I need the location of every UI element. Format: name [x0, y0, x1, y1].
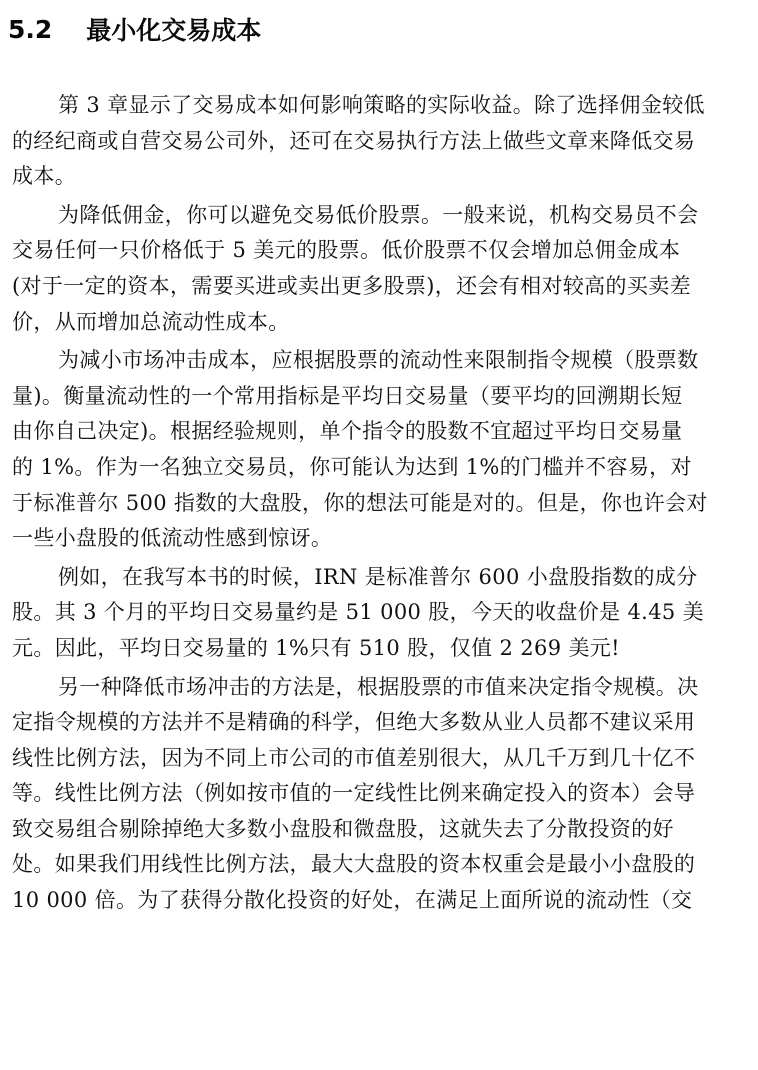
text-line: 定指令规模的方法并不是精确的科学，但绝大多数从业人员都不建议采用	[12, 710, 696, 735]
text-line: 成本。	[12, 164, 77, 189]
text-line: 由你自己决定)。根据经验规则，单个指令的股数不宜超过平均日交易量	[12, 419, 683, 444]
text-line: 元。因此，平均日交易量的 1%只有 510 股，仅值 2 269 美元!	[12, 635, 620, 660]
text-line: 价，从而增加总流动性成本。	[12, 309, 290, 334]
text-line: 于标准普尔 500 指数的大盘股，你的想法可能是对的。但是，你也许会对	[12, 490, 708, 515]
paragraph	[12, 670, 752, 919]
section-heading	[8, 12, 261, 46]
text-line: 致交易组合剔除掉绝大多数小盘股和微盘股，这就失去了分散投资的好	[12, 816, 674, 841]
text-line: 一些小盘股的低流动性感到惊讶。	[12, 526, 333, 551]
text-line: 量)。衡量流动性的一个常用指标是平均日交易量（要平均的回溯期长短	[12, 383, 683, 408]
section-number: 5.2	[8, 14, 53, 44]
text-line: 为降低佣金，你可以避免交易低价股票。一般来说，机构交易员不会	[58, 202, 699, 227]
text-line: 另一种降低市场冲击的方法是，根据股票的市值来决定指令规模。决	[58, 674, 699, 699]
text-line: 例如，在我写本书的时候，IRN 是标准普尔 600 小盘股指数的成分	[58, 564, 698, 589]
body-text	[12, 88, 752, 919]
section-title: 最小化交易成本	[86, 16, 262, 45]
paragraph	[12, 88, 752, 195]
paragraph	[12, 560, 752, 667]
text-line: 10 000 倍。为了获得分散化投资的好处，在满足上面所说的流动性（交	[12, 888, 693, 913]
text-line: 的经纪商或自营交易公司外，还可在交易执行方法上做些文章来降低交易	[12, 128, 696, 153]
text-line: 的 1%。作为一名独立交易员，你可能认为达到 1%的门槛并不容易，对	[12, 454, 692, 479]
text-line: (对于一定的资本，需要买进或卖出更多股票)，还会有相对较高的买卖差	[12, 273, 691, 298]
text-line: 等。线性比例方法（例如按市值的一定线性比例来确定投入的资本）会导	[12, 781, 696, 806]
paragraph	[12, 198, 752, 340]
paragraph	[12, 343, 752, 557]
text-line: 线性比例方法，因为不同上市公司的市值差别很大，从几千万到几十亿不	[12, 745, 696, 770]
text-line: 为减小市场冲击成本，应根据股票的流动性来限制指令规模（股票数	[58, 348, 699, 373]
text-line: 交易任何一只价格低于 5 美元的股票。低价股票不仅会增加总佣金成本	[12, 238, 681, 263]
text-line: 第 3 章显示了交易成本如何影响策略的实际收益。除了选择佣金较低	[58, 93, 705, 117]
text-line: 处。如果我们用线性比例方法，最大大盘股的资本权重会是最小小盘股的	[12, 852, 696, 877]
text-line: 股。其 3 个月的平均日交易量约是 51 000 股，今天的收盘价是 4.45 美	[12, 600, 704, 625]
